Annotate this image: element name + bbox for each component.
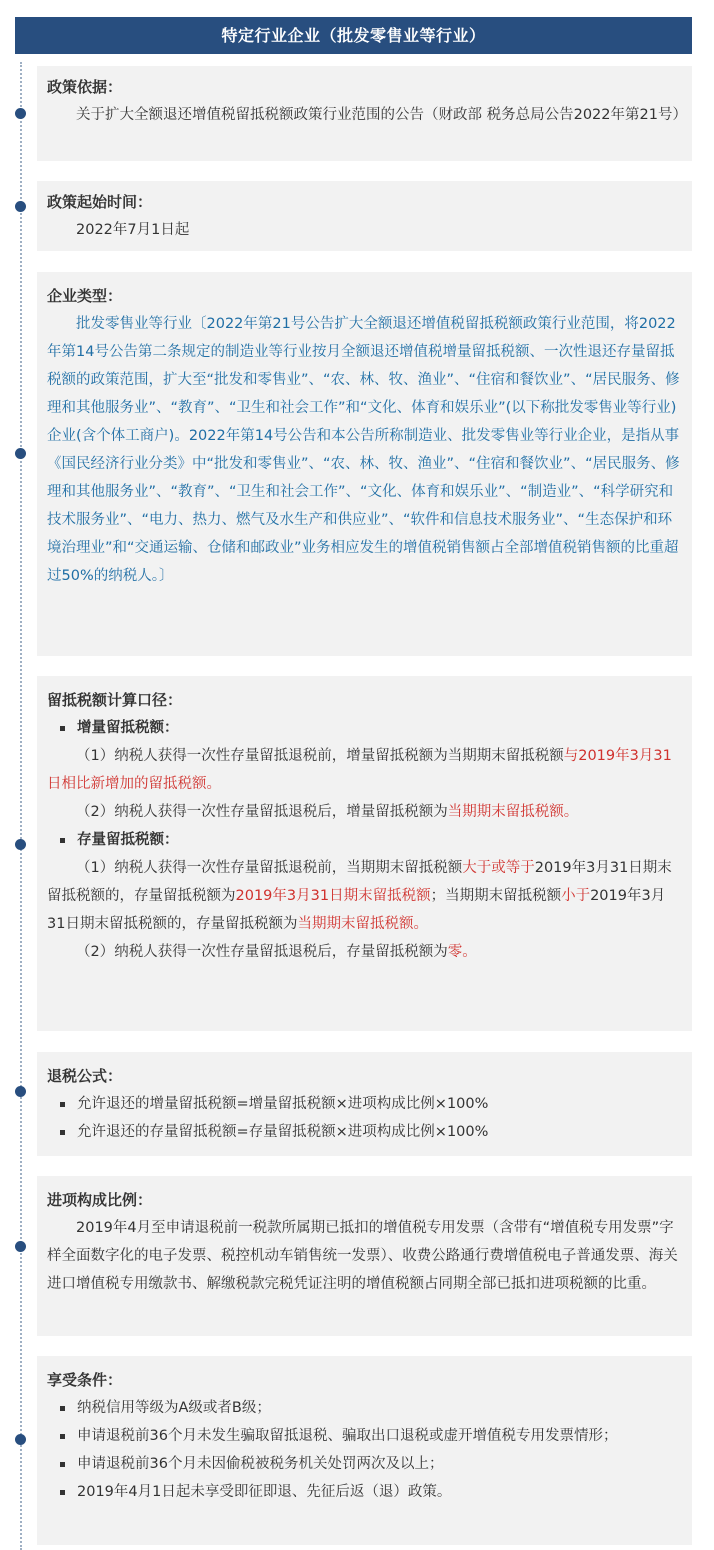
- timeline-line: [20, 62, 22, 1550]
- list-item: 允许退还的增量留抵税额=增量留抵税额×进项构成比例×100%: [47, 1090, 682, 1118]
- st1-highlight-b: 大于或等于: [462, 860, 535, 876]
- enterprise-type-label: 企业类型：: [47, 287, 123, 305]
- st1-text-a: （1）纳税人获得一次性存量留抵退税前，当期期末留抵税额: [76, 860, 463, 876]
- inc2-highlight: 当期期末留抵税额。: [447, 804, 579, 820]
- increment-rule-1: [47, 742, 682, 798]
- stock-rule-2: [47, 938, 682, 966]
- formula-label: 退税公式：: [47, 1067, 123, 1085]
- start-time-label: 政策起始时间：: [47, 193, 153, 211]
- start-time-text: 2022年7月1日起: [76, 222, 190, 238]
- page-title: 特定行业企业（批发零售业等行业）: [15, 17, 692, 54]
- policy-basis-label: 政策依据：: [47, 78, 123, 96]
- list-item: 纳税信用等级为A级或者B级；: [47, 1394, 682, 1422]
- ratio-text: 2019年4月至申请退税前一税款所属期已抵扣的增值税专用发票（含带有“增值税专用发票”字样全面数字化的电子发票、税控机动车销售统一发票）、收费公路通行费增值税电子普通发票、海关进口增值税专用缴款书、解缴税款完税凭证注明的增值税额占同期全部已抵扣进项税额的比重。: [47, 1220, 678, 1292]
- timeline-dot: [15, 448, 26, 459]
- ratio-label: 进项构成比例：: [47, 1191, 153, 1209]
- enterprise-type-card: [37, 272, 692, 656]
- ratio-card: [37, 1176, 692, 1336]
- st2-text: （2）纳税人获得一次性存量留抵退税后，存量留抵税额为: [76, 944, 448, 960]
- formula-card: [37, 1052, 692, 1156]
- conditions-list: [47, 1394, 682, 1506]
- st1-text-e: ；当期期末留抵税额: [430, 888, 562, 904]
- st1-highlight-f: 小于: [561, 888, 591, 904]
- st1-text-g: 2019年3月31日期末留抵税额的，存量留抵税额为: [47, 888, 666, 932]
- inc1-text: （1）纳税人获得一次性存量留抵退税前，增量留抵税额为当期期末留抵税额: [76, 748, 564, 764]
- timeline-dot: [15, 1086, 26, 1097]
- st2-highlight: 零。: [447, 944, 477, 960]
- stock-label: 存量留抵税额：: [47, 826, 682, 854]
- increment-rule-2: [47, 798, 682, 826]
- calc-card: [37, 676, 692, 1031]
- formula-list: [47, 1090, 682, 1146]
- policy-basis-card: [37, 66, 692, 161]
- start-time-card: [37, 181, 692, 251]
- list-item: 申请退税前36个月未因偷税被税务机关处罚两次及以上；: [47, 1450, 682, 1478]
- st1-highlight-h: 当期期末留抵税额。: [297, 916, 428, 932]
- list-item: 2019年4月1日起未享受即征即退、先征后返（退）政策。: [47, 1478, 682, 1506]
- enterprise-type-text: 批发零售业等行业〔2022年第21号公告扩大全额退还增值税留抵税额政策行业范围，将2022年第14号公告第二条规定的制造业等行业按月全额退还增值税增量留抵税额、一次性退还存量留抵税额的政策范围，扩大至“批发和零售业”、“农、林、牧、渔业”、“住宿和餐饮业”、“居民服务、修理和其他服务业”、“教育”、“卫生和社会工作”和“文化、体育和娱乐业”(以下称批发零售业等行业)企业(含个体工商户)。2022年第14号公告和本公告所称制造业、批发零售业等行业企业，是指从事《国民经济行业分类》中“批发和零售业”、“农、林、牧、渔业”、“住宿和餐饮业”、“居民服务、修理和其他服务业”、“教育”、“卫生和社会工作”、“文化、体育和娱乐业”、“制造业”、“科学研究和技术服务业”、“电力、热力、燃气及水生产和供应业”、“软件和信息技术服务业”、“生态保护和环境治理业”和“交通运输、仓储和邮政业”业务相应发生的增值税销售额占全部增值税销售额的比重超过50%的纳税人。〕: [47, 316, 680, 584]
- timeline-dot: [15, 108, 26, 119]
- list-item: 申请退税前36个月未发生骗取留抵退税、骗取出口退税或虚开增值税专用发票情形；: [47, 1422, 682, 1450]
- conditions-card: [37, 1356, 692, 1545]
- timeline-dot: [15, 1434, 26, 1445]
- timeline-dot: [15, 1241, 26, 1252]
- list-item: 允许退还的存量留抵税额=存量留抵税额×进项构成比例×100%: [47, 1118, 682, 1146]
- timeline-dot: [15, 201, 26, 212]
- st1-highlight-d: 2019年3月31日期末留抵税额: [235, 888, 431, 904]
- st1-text-c: 2019年3月31日期末留抵税额的，存量留抵税额为: [47, 860, 672, 904]
- inc1-highlight: 与2019年3月31日相比新增加的留抵税额。: [47, 748, 672, 792]
- stock-rule-1: [47, 854, 682, 938]
- inc2-text: （2）纳税人获得一次性存量留抵退税后，增量留抵税额为: [76, 804, 448, 820]
- policy-basis-text: 关于扩大全额退还增值税留抵税额政策行业范围的公告（财政部 税务总局公告2022年第21号）: [76, 107, 687, 123]
- calc-label: 留抵税额计算口径：: [47, 691, 183, 709]
- increment-label: 增量留抵税额：: [47, 714, 682, 742]
- timeline-dot: [15, 839, 26, 850]
- conditions-label: 享受条件：: [47, 1371, 123, 1389]
